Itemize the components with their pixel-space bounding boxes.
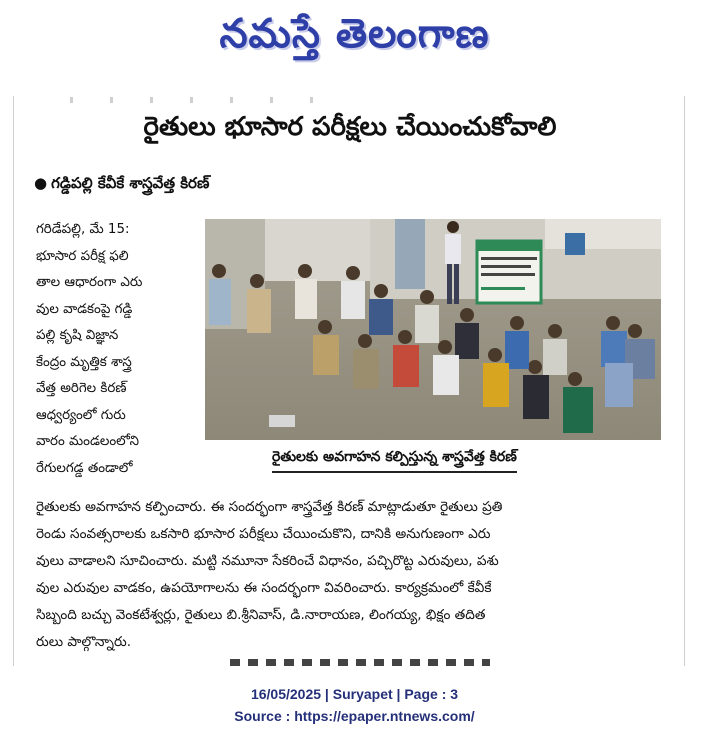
clipping-right-border [684,96,685,666]
column-line: రేగులగడ్డ తండాలో [36,460,133,476]
article-body [36,494,660,656]
subhead-text: గడ్డిపల్లి కేవీకే శాస్త్రవేత్త కిరణ్ [51,174,210,192]
column-line: వేత్త అరిగెల కిరణ్ [36,381,127,396]
body-line: వుల ఎరువుల వాడకం, ఉపయోగాలను ఈ సందర్భంగా వివరించారు. కార్యక్రమంలో కేవీకే [36,580,492,596]
article-headline: రైతులు భూసార పరీక్షలు చేయించుకోవాలి [143,112,557,142]
body-line: రులు పాల్గొన్నారు. [36,634,132,650]
clipping-top-fragment [70,97,340,103]
column-line: భూసార పరీక్ష ఫలి [36,248,129,264]
body-line: సిబ్బంది బచ్చు వెంకటేశ్వర్లు, రైతులు బి.శ్రీనివాస్, డి.నారాయణ, లింగయ్య, భిక్షం తదిత [36,607,486,623]
newspaper-masthead [0,0,709,78]
column-line: వుల వాడకంపై గడ్డి [36,301,133,317]
bullet-icon: ● [34,174,48,192]
article-column [36,217,202,482]
column-line: తాల ఆధారంగా ఎరు [36,275,143,290]
article-subhead [34,174,209,196]
clipping-left-border [13,96,14,666]
body-line: రెండు సంవత్సరాలకు ఒకసారి భూసార పరీక్షలు చేయించుకొని, దానికి అనుగుణంగా ఎరు [36,526,491,542]
masthead-title: నమస్తే తెలంగాణ [219,11,490,57]
body-line: వులు వాడాలని సూచించారు. మట్టి నమూనా సేకరించే విధానం, పచ్చిరొట్ట ఎరువులు, పశు [36,553,499,569]
column-line: ఆధ్వర్యంలో గురు [36,407,126,423]
column-line: కేంద్రం మృత్తిక శాస్త్ర [36,354,132,370]
clipping-bottom-fragment [230,659,490,666]
footer-source-line: Source : https://epaper.ntnews.com/ [234,708,475,724]
photo-caption: రైతులకు అవగాహన కల్పిస్తున్న శాస్త్రవేత్త కిరణ్ [272,449,517,473]
column-line: పల్లి కృషి విజ్ఞాన [36,328,119,343]
article-photo [205,219,661,440]
column-line: వారం మండలంలోని [36,434,140,449]
body-line: రైతులకు అవగాహన కల్పించారు. ఈ సందర్భంగా శాస్త్రవేత్త కిరణ్ మాట్లాడుతూ రైతులు ప్రతి [36,499,503,515]
column-line: గరిడేపల్లి, మే 15: [36,222,130,237]
footer-date-line: 16/05/2025 | Suryapet | Page : 3 [250,686,459,702]
